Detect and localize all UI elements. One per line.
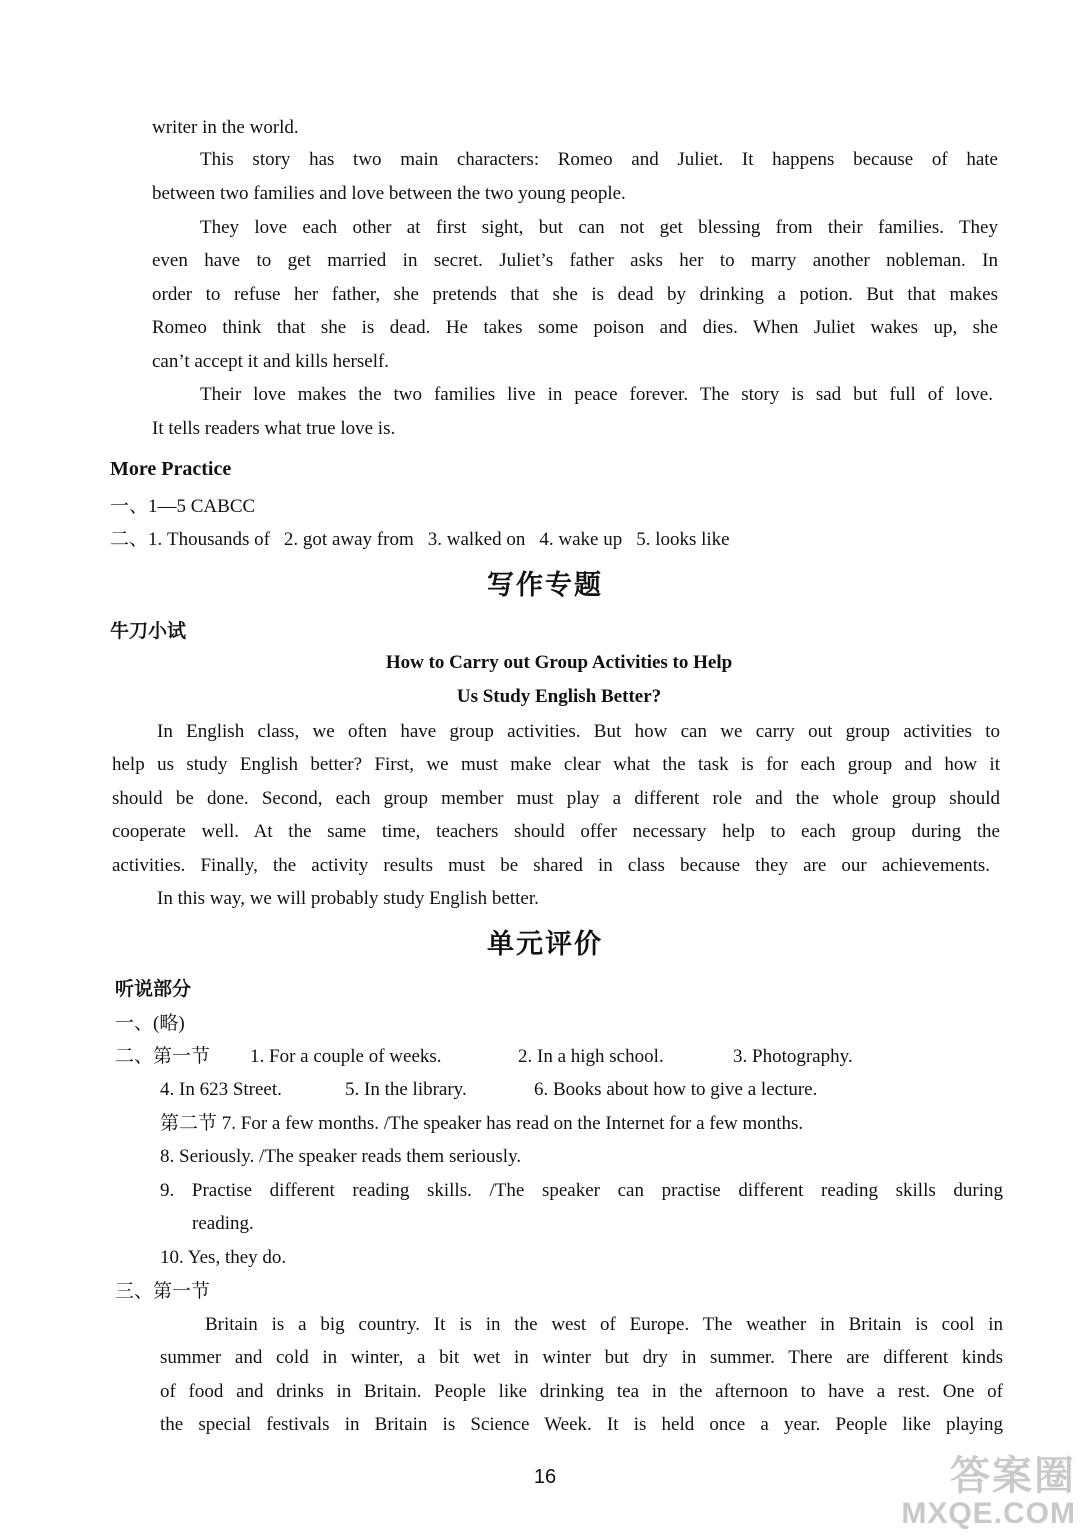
subsection-label: 牛刀小试 <box>110 621 187 642</box>
answer-line: 一、(略) <box>115 1013 185 1034</box>
story-line: It tells readers what true love is. <box>152 418 396 439</box>
subsection-label: 听说部分 <box>115 979 192 1000</box>
passage-line: summer and cold in winter, a bit wet in winter but dry in summer. There are different kinds <box>160 1347 1003 1368</box>
answer-item: 6. Books about how to give a lecture. <box>534 1079 818 1100</box>
story-line: between two families and love between the two young people. <box>152 183 626 204</box>
answer-line: reading. <box>192 1213 254 1234</box>
essay-title: Us Study English Better? <box>456 686 662 707</box>
answer-item: 2. In a high school. <box>518 1046 664 1067</box>
section-heading-writing: 写作专题 <box>487 570 603 600</box>
essay-line: In English class, we often have group activities. But how can we carry out group activities to <box>157 721 1000 742</box>
answer-line: 一、1—5 CABCC <box>110 496 256 517</box>
passage-line: of food and drinks in Britain. People like drinking tea in the afternoon to have a rest. One of <box>160 1381 1003 1402</box>
answer-line <box>110 526 744 554</box>
essay-line: should be done. Second, each group member must play a different role and the whole group should <box>112 788 1000 809</box>
passage-line: Britain is a big country. It is in the west of Europe. The weather in Britain is cool in <box>205 1314 1003 1335</box>
answer-item: 1. Thousands of <box>148 529 270 550</box>
passage-line: the special festivals in Britain is Science Week. It is held once a year. People like playing <box>160 1414 1003 1435</box>
watermark-logo <box>901 1454 1076 1530</box>
story-line: even have to get married in secret. Juliet’s father asks her to marry another nobleman. In <box>152 250 998 271</box>
answer-item: 4. In 623 Street. <box>160 1079 282 1100</box>
story-line: order to refuse her father, she pretends that she is dead by drinking a potion. But that makes <box>152 284 998 305</box>
answer-line: 第二节 7. For a few months. /The speaker has read on the Internet for a few months. <box>160 1113 804 1134</box>
answer-item: 3. walked on <box>427 529 526 550</box>
watermark-cn: 答案圈 <box>950 1454 1076 1498</box>
answer-item: 4. wake up <box>539 529 623 550</box>
answer-line: 9. Practise different reading skills. /The speaker can practise different reading skills during <box>160 1180 1003 1201</box>
section-heading-unit: 单元评价 <box>487 929 603 959</box>
answer-prefix: 二、第一节 <box>115 1046 211 1067</box>
answer-item: 5. In the library. <box>345 1079 467 1100</box>
story-line: This story has two main characters: Romeo and Juliet. It happens because of hate <box>200 149 998 170</box>
answer-item: 3. Photography. <box>733 1046 853 1067</box>
essay-title: How to Carry out Group Activities to Help <box>385 652 733 673</box>
answer-item: 1. For a couple of weeks. <box>250 1046 442 1067</box>
page-number: 16 <box>533 1466 557 1488</box>
story-line: Their love makes the two families live in peace forever. The story is sad but full of love. <box>200 384 993 405</box>
essay-line: In this way, we will probably study English better. <box>157 888 539 909</box>
answer-prefix: 二、 <box>110 529 149 550</box>
answer-line <box>115 1043 210 1071</box>
answer-line: 8. Seriously. /The speaker reads them seriously. <box>160 1146 522 1167</box>
answer-item: 5. looks like <box>636 529 730 550</box>
answer-item: 2. got away from <box>283 529 414 550</box>
essay-line: cooperate well. At the same time, teachers should offer necessary help to each group during the <box>112 821 1000 842</box>
more-practice-heading: More Practice <box>110 458 232 480</box>
story-line: Romeo think that she is dead. He takes some poison and dies. When Juliet wakes up, she <box>152 317 998 338</box>
story-line: They love each other at first sight, but can not get blessing from their families. They <box>200 217 998 238</box>
answer-line: 三、第一节 <box>115 1281 211 1302</box>
essay-line: activities. Finally, the activity results must be shared in class because they are our achievements. <box>112 855 990 876</box>
story-line: can’t accept it and kills herself. <box>152 351 390 372</box>
story-line: writer in the world. <box>152 117 299 138</box>
watermark-en: MXQE.COM <box>901 1497 1076 1530</box>
essay-line: help us study English better? First, we must make clear what the task is for each group and how it <box>112 754 1000 775</box>
answer-line: 10. Yes, they do. <box>160 1247 287 1268</box>
